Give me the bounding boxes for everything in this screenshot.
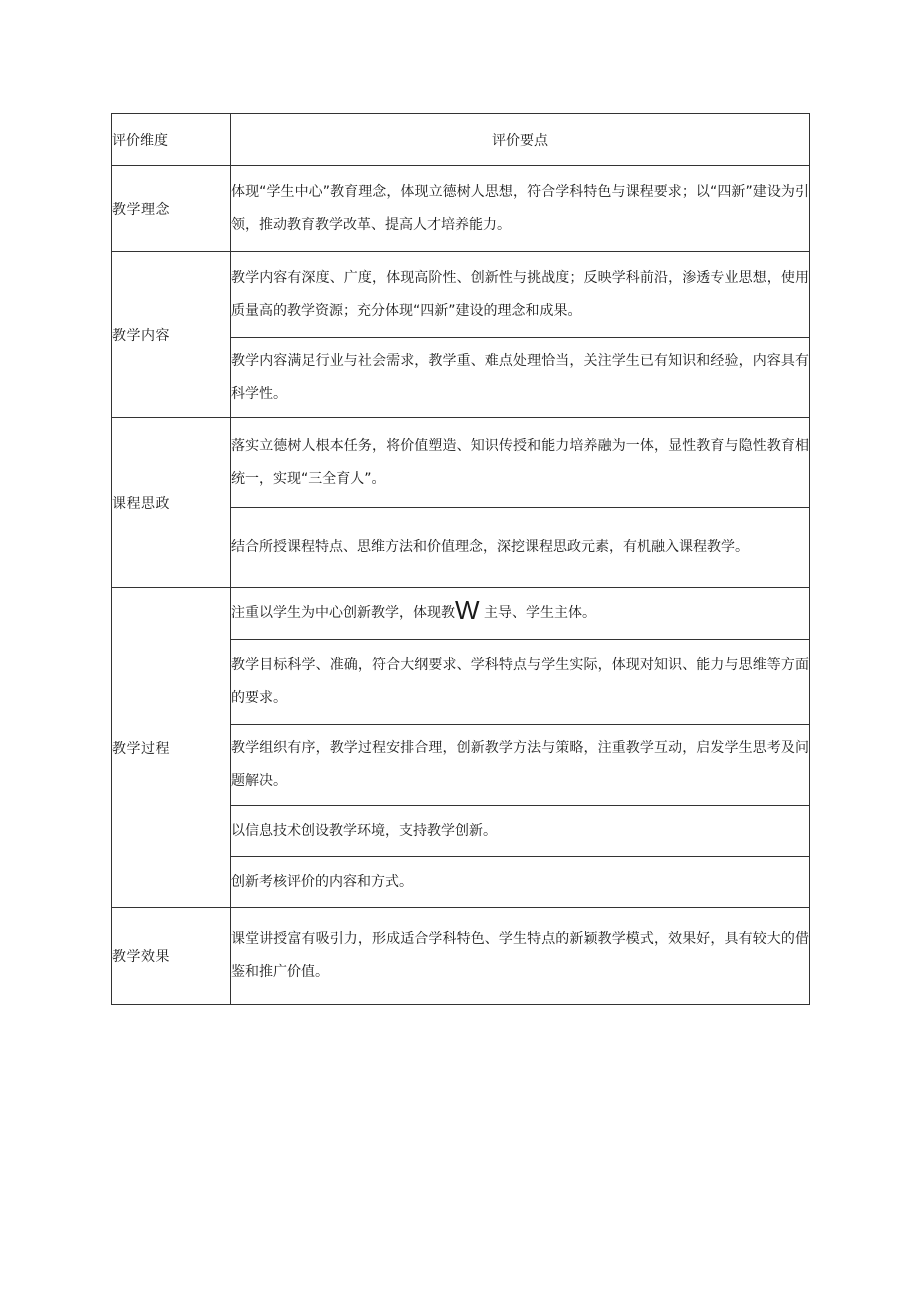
point-cell: 以信息技术创设教学环境，支持教学创新。 xyxy=(231,806,810,857)
point-text-tail: 主导、学生主体。 xyxy=(484,605,596,621)
table-row xyxy=(112,252,810,338)
point-cell: 结合所授课程特点、思维方法和价值理念，深挖课程思政元素，有机融入课程教学。 xyxy=(231,508,810,588)
evaluation-table xyxy=(111,113,810,1005)
dimension-label: 教学过程 xyxy=(112,741,170,757)
table-row xyxy=(112,166,810,252)
header-points: 评价要点 xyxy=(231,114,810,166)
point-cell: 体现“学生中心”教育理念，体现立德树人思想，符合学科特色与课程要求；以“四新”建设为引领，推动教育教学改革、提高人才培养能力。 xyxy=(231,166,810,252)
point-text: 注重以学生为中心创新教学，体现教 xyxy=(231,605,455,621)
point-cell xyxy=(231,588,810,640)
point-cell: 创新考核评价的内容和方式。 xyxy=(231,857,810,908)
table-row xyxy=(112,908,810,1005)
point-cell: 教学内容有深度、广度，体现高阶性、创新性与挑战度；反映学科前沿，渗透专业思想，使用质量高的教学资源；充分体现“四新”建设的理念和成果。 xyxy=(231,252,810,338)
point-cell: 教学组织有序，教学过程安排合理，创新教学方法与策略，注重教学互动，启发学生思考及问题解决。 xyxy=(231,725,810,806)
point-cell: 落实立德树人根本任务，将价值塑造、知识传授和能力培养融为一体，显性教育与隐性教育相统一，实现“三全育人”。 xyxy=(231,418,810,508)
dimension-cell: 教学内容 xyxy=(112,252,231,418)
table-row xyxy=(112,418,810,508)
dimension-cell: 教学效果 xyxy=(112,908,231,1005)
dimension-cell xyxy=(112,588,231,908)
table-row xyxy=(112,588,810,640)
header-dimension: 评价维度 xyxy=(112,114,231,166)
dimension-cell: 教学理念 xyxy=(112,166,231,252)
point-cell: 教学目标科学、准确，符合大纲要求、学科特点与学生实际，体现对知识、能力与思维等方面的要求。 xyxy=(231,640,810,725)
dimension-cell: 课程思政 xyxy=(112,418,231,588)
point-cell: 课堂讲授富有吸引力，形成适合学科特色、学生特点的新颖教学模式，效果好，具有较大的借鉴和推广价值。 xyxy=(231,908,810,1005)
w-glyph: W xyxy=(455,595,480,625)
table-header-row xyxy=(112,114,810,166)
point-cell: 教学内容满足行业与社会需求，教学重、难点处理恰当，关注学生已有知识和经验，内容具有科学性。 xyxy=(231,338,810,418)
